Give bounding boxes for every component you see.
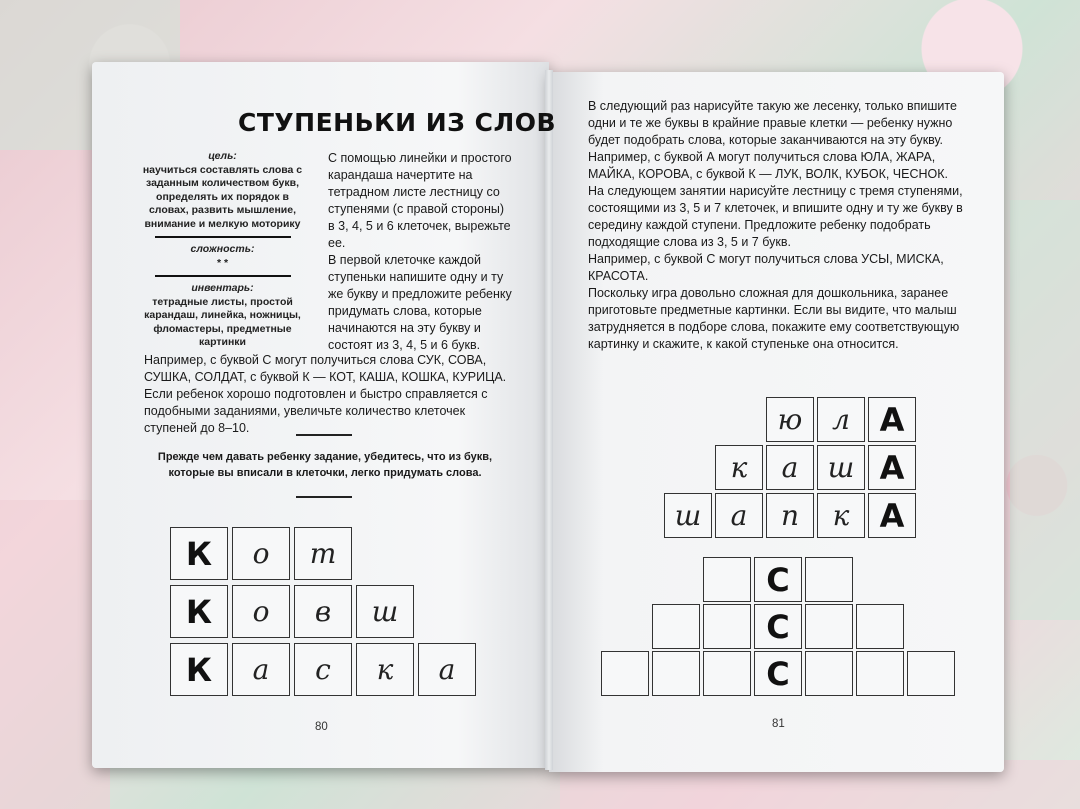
grid-cell [232, 527, 290, 580]
page-number: 80 [315, 721, 328, 733]
cell-letter: К [185, 534, 213, 573]
cell-letter: А [879, 400, 905, 439]
activity-sidebar [140, 150, 305, 350]
grid-cell [766, 397, 814, 442]
grid-cell [294, 643, 352, 696]
grid-cell [170, 527, 228, 580]
cell-letter: А [879, 496, 905, 535]
instructions-text [588, 98, 963, 353]
grid-cell [294, 527, 352, 580]
cell-letter: а [438, 653, 456, 686]
book-spine [545, 70, 553, 770]
paragraph: На следующем занятии нарисуйте лестницу с тремя ступенями, состоящими из 3, 5 и 7 клеточек, и впишите одну и ту же букву в середину каждой ступени. Предложите ребенку подобрать подходящие слова из 3, 5 и 7 букв. [588, 184, 963, 249]
cell-letter: ш [371, 595, 399, 628]
grid-cell [652, 604, 700, 649]
cell-letter: т [309, 537, 337, 570]
page-number: 81 [772, 718, 785, 730]
grid-cell [817, 493, 865, 538]
grid-cell [766, 493, 814, 538]
grid-cell [754, 651, 802, 696]
cell-letter: к [730, 451, 748, 484]
grid-cell [232, 585, 290, 638]
paragraph: В первой клеточке каждой ступеньки напишите одну и ту же букву и предложите ребенку придумать слова, которые начинаются на эту букву и состоят из 3, 4, 5 и 6 букв. [328, 253, 512, 352]
grid-cell [868, 493, 916, 538]
grid-cell [868, 445, 916, 490]
cell-letter: С [766, 654, 790, 693]
cell-letter: ю [777, 403, 803, 436]
grid-cell [356, 585, 414, 638]
goal-label: цель: [208, 150, 237, 162]
inventory-label: инвентарь: [191, 282, 254, 294]
grid-cell [817, 445, 865, 490]
grid-cell [805, 651, 853, 696]
grid-cell [715, 493, 763, 538]
instructions-text [328, 150, 513, 354]
cell-letter: а [252, 653, 270, 686]
cell-letter: К [185, 592, 213, 631]
grid-cell [294, 585, 352, 638]
cell-letter: в [314, 595, 332, 628]
cell-letter: п [780, 499, 800, 532]
cell-letter: о [252, 537, 270, 570]
cell-letter: ш [827, 451, 855, 484]
example-paragraph: Например, с буквой С могут получиться слова СУК, СОВА, СУШКА, СОЛДАТ, с буквой К — КОТ, КАША, КОШКА, КУРИЦА. Если ребенок хорошо подготовлен и быстро справляется с подобными заданиями, увеличьте количество клеточек ступеней до 8–10. [144, 353, 507, 435]
paragraph: Например, с буквой А могут получиться слова ЮЛА, ЖАРА, МАЙКА, КОРОВА, с буквой К — ЛУК, ВОЛК, КУБОК, ЧЕСНОК. [588, 150, 948, 181]
note-text: Прежде чем давать ребенку задание, убедитесь, что из букв, которые вы вписали в клеточки, легко придумать слова. [157, 451, 493, 479]
divider [296, 434, 352, 436]
cell-letter: л [832, 403, 850, 436]
cell-letter: А [879, 448, 905, 487]
grid-cell [418, 643, 476, 696]
cell-letter: С [766, 560, 790, 599]
grid-cell [703, 557, 751, 602]
divider [296, 496, 352, 498]
grid-cell [356, 643, 414, 696]
difficulty-value: * * [216, 256, 229, 269]
quilt-patch [1010, 200, 1080, 620]
grid-cell [805, 604, 853, 649]
goal-text: научиться составлять слова с заданным количеством букв, определять их порядок в словах, развить мышление, внимание и мелкую моторику [142, 163, 303, 230]
grid-cell [817, 397, 865, 442]
grid-cell [754, 604, 802, 649]
page-title: СТУПЕНЬКИ ИЗ СЛОВ [238, 108, 557, 137]
grid-cell [170, 643, 228, 696]
cell-letter: С [766, 607, 790, 646]
cell-letter: а [781, 451, 799, 484]
grid-cell [868, 397, 916, 442]
grid-cell [754, 557, 802, 602]
difficulty-label: сложность: [190, 243, 255, 255]
grid-cell [703, 651, 751, 696]
paragraph: В следующий раз нарисуйте такую же лесенку, только впишите одни и те же буквы в крайние правые клетки — ребенку нужно будет подобрать слова, которые заканчиваются на эту букву. [588, 99, 957, 147]
grid-cell [232, 643, 290, 696]
cell-letter: К [185, 650, 213, 689]
cell-letter: к [832, 499, 850, 532]
grid-cell [703, 604, 751, 649]
grid-cell [766, 445, 814, 490]
grid-cell [856, 604, 904, 649]
divider [155, 236, 291, 238]
cell-letter: а [730, 499, 748, 532]
paragraph: С помощью линейки и простого карандаша начертите на тетрадном листе лестницу со ступенями (с правой стороны) в 3, 4, 5 и 6 клеточек, вырежьте ее. [328, 151, 512, 250]
grid-cell [715, 445, 763, 490]
grid-cell [170, 585, 228, 638]
cell-letter: к [376, 653, 394, 686]
cell-letter: с [315, 653, 331, 686]
grid-cell [805, 557, 853, 602]
grid-cell [652, 651, 700, 696]
paragraph: Поскольку игра довольно сложная для дошкольника, заранее приготовьте предметные картинки. Если вы видите, что малыш затрудняется в подборе слова, покажите ему соответствующую картинку и скажите, к какой ступеньке она относится. [588, 286, 960, 351]
grid-cell [601, 651, 649, 696]
cell-letter: о [252, 595, 270, 628]
grid-cell [856, 651, 904, 696]
divider [155, 275, 291, 277]
inventory-text: тетрадные листы, простой карандаш, линейка, ножницы, фломастеры, предметные картинки [144, 295, 301, 348]
cell-letter: ш [674, 499, 702, 532]
paragraph: Например, с буквой С могут получиться слова УСЫ, МИСКА, КРАСОТА. [588, 252, 944, 283]
grid-cell [907, 651, 955, 696]
grid-cell [664, 493, 712, 538]
